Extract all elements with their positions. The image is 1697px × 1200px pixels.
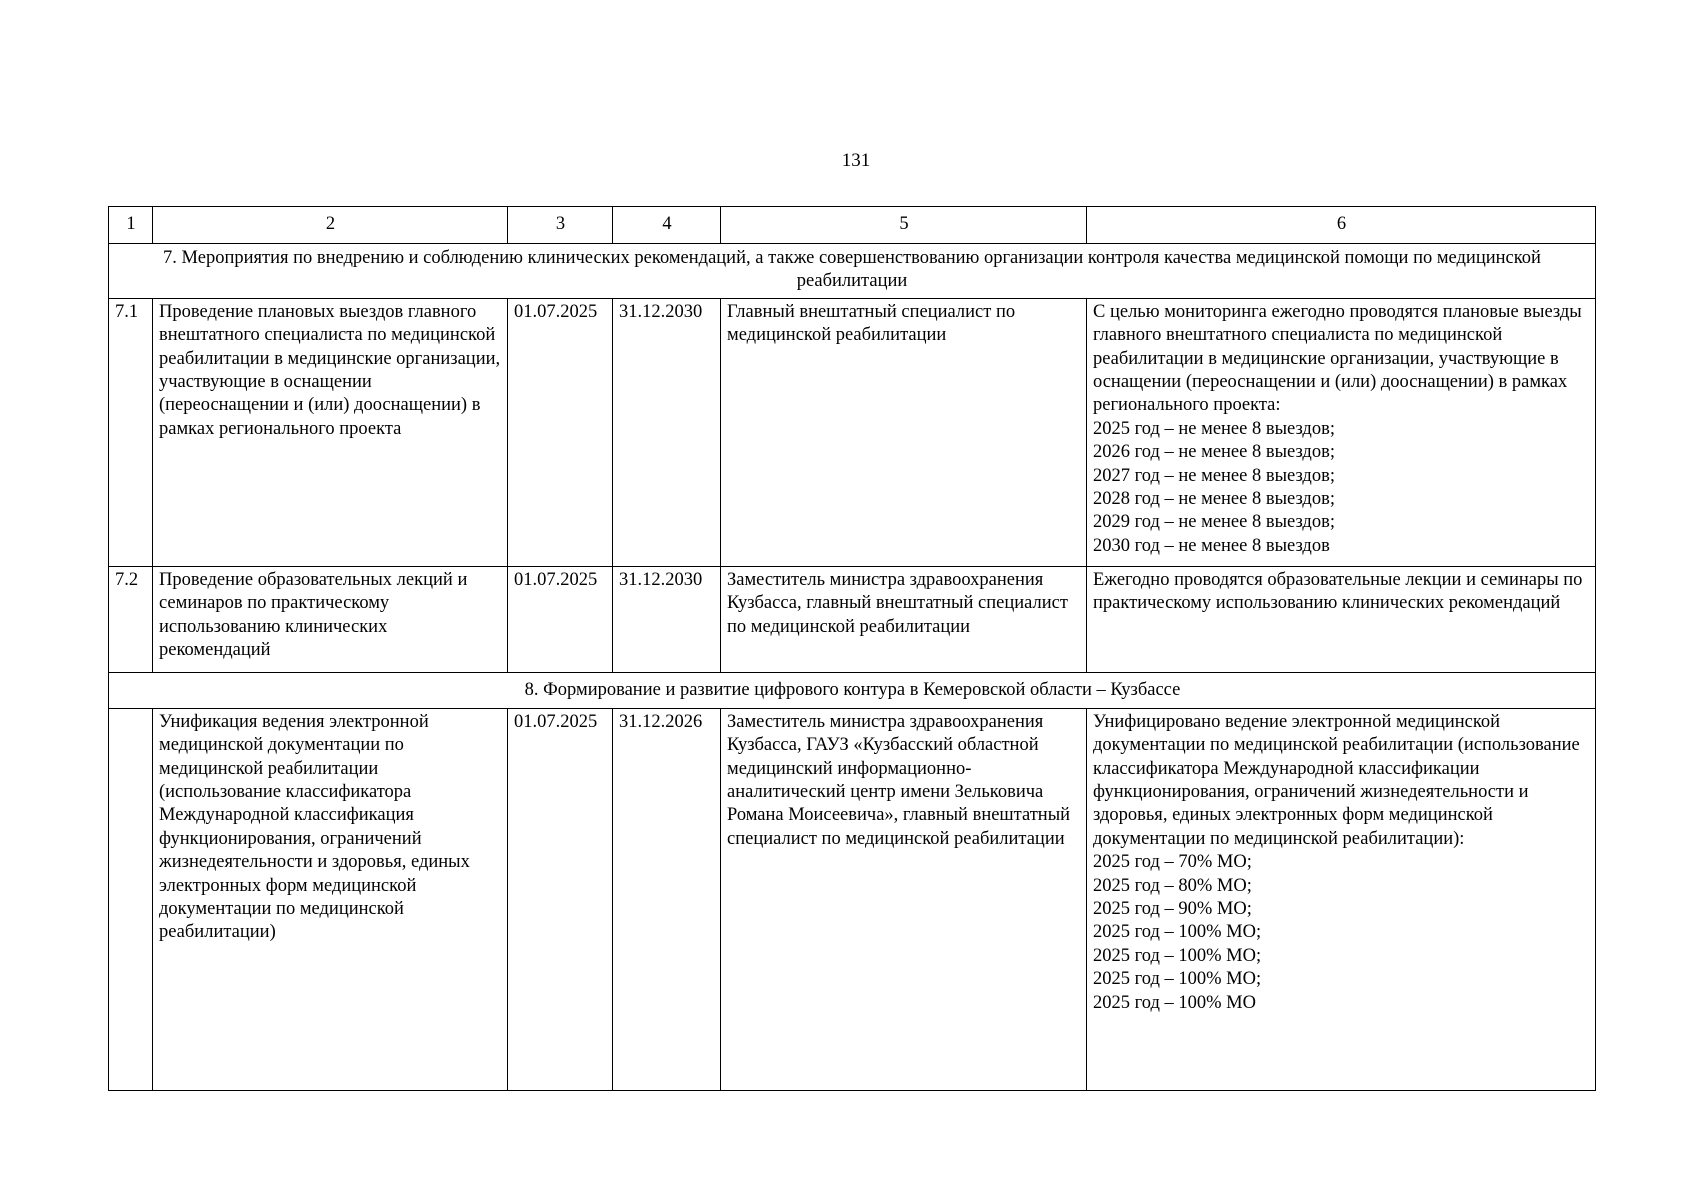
result-cell: Ежегодно проводятся образовательные лекции и семинары по практическому использованию клинических рекомендаций: [1087, 566, 1596, 672]
header-cell-5: 5: [721, 207, 1087, 244]
header-cell-3: 3: [508, 207, 613, 244]
result-line: 2025 год – 70% МО;: [1093, 852, 1252, 873]
row-number: 7.1: [109, 298, 153, 566]
result-line: 2027 год – не менее 8 выездов;: [1093, 465, 1335, 486]
result-line: 2026 год – не менее 8 выездов;: [1093, 442, 1335, 463]
result-cell: [1087, 708, 1596, 1090]
plan-table: [108, 206, 1596, 1091]
start-date-cell: 01.07.2025: [508, 566, 613, 672]
end-date-cell: 31.12.2030: [613, 298, 721, 566]
result-line: 2029 год – не менее 8 выездов;: [1093, 512, 1335, 533]
start-date-cell: 01.07.2025: [508, 708, 613, 1090]
section-title-8: 8. Формирование и развитие цифрового контура в Кемеровской области – Кузбассе: [109, 672, 1596, 708]
table-row-8-1: [109, 708, 1596, 1090]
table-row-7-1: [109, 298, 1596, 566]
event-cell: Проведение образовательных лекций и семинаров по практическому использованию клинических рекомендаций: [153, 566, 508, 672]
section-row-8: [109, 672, 1596, 708]
end-date-cell: 31.12.2026: [613, 708, 721, 1090]
result-line: 2025 год – не менее 8 выездов;: [1093, 418, 1335, 439]
result-line: 2028 год – не менее 8 выездов;: [1093, 489, 1335, 510]
header-row: [109, 207, 1596, 244]
header-cell-6: 6: [1087, 207, 1596, 244]
section-row-7: [109, 244, 1596, 299]
result-line: 2025 год – 90% МО;: [1093, 899, 1252, 920]
header-cell-1: 1: [109, 207, 153, 244]
page-number: 131: [841, 150, 871, 171]
responsible-cell: Заместитель министра здравоохранения Кузбасса, ГАУЗ «Кузбасский областной медицинский информационно-аналитический центр имени Зельковича Романа Моисеевича», главный внештатный специалист по медицинской реабилитации: [721, 708, 1087, 1090]
result-line: 2025 год – 80% МО;: [1093, 875, 1252, 896]
result-intro: Унифицировано ведение электронной медицинской документации по медицинской реабилитации (использование классификатора Международной классификации функционирования, ограничений жизнедеятельности и здоровья, единых электронных форм медицинской документации по медицинской реабилитации):: [1093, 711, 1580, 849]
table-row-7-2: [109, 566, 1596, 672]
end-date-cell: 31.12.2030: [613, 566, 721, 672]
section-title-7: 7. Мероприятия по внедрению и соблюдению клинических рекомендаций, а также совершенствованию организации контроля качества медицинской помощи по медицинской реабилитации: [109, 244, 1596, 299]
responsible-cell: Заместитель министра здравоохранения Кузбасса, главный внештатный специалист по медицинской реабилитации: [721, 566, 1087, 672]
result-cell: [1087, 298, 1596, 566]
result-line: 2025 год – 100% МО;: [1093, 945, 1262, 966]
header-cell-4: 4: [613, 207, 721, 244]
result-line: 2025 год – 100% МО;: [1093, 922, 1262, 943]
start-date-cell: 01.07.2025: [508, 298, 613, 566]
result-line: 2025 год – 100% МО;: [1093, 969, 1262, 990]
header-cell-2: 2: [153, 207, 508, 244]
row-number: [109, 708, 153, 1090]
responsible-cell: Главный внештатный специалист по медицинской реабилитации: [721, 298, 1087, 566]
event-cell: Проведение плановых выездов главного внештатного специалиста по медицинской реабилитации в медицинские организации, участвующие в оснащении (переоснащении и (или) дооснащении) в рамках регионального проекта: [153, 298, 508, 566]
result-line: 2025 год – 100% МО: [1093, 992, 1256, 1013]
row-number: 7.2: [109, 566, 153, 672]
event-cell: Унификация ведения электронной медицинской документации по медицинской реабилитации (использование классификатора Международной классификация функционирования, ограничений жизнедеятельности и здоровья, единых электронных форм медицинской документации по медицинской реабилитации): [153, 708, 508, 1090]
result-intro: С целью мониторинга ежегодно проводятся плановые выезды главного внештатного специалиста по медицинской реабилитации в медицинские организации, участвующие в оснащении (переоснащении и (или) дооснащении) в рамках регионального проекта:: [1093, 301, 1582, 416]
result-line: 2030 год – не менее 8 выездов: [1093, 535, 1330, 556]
